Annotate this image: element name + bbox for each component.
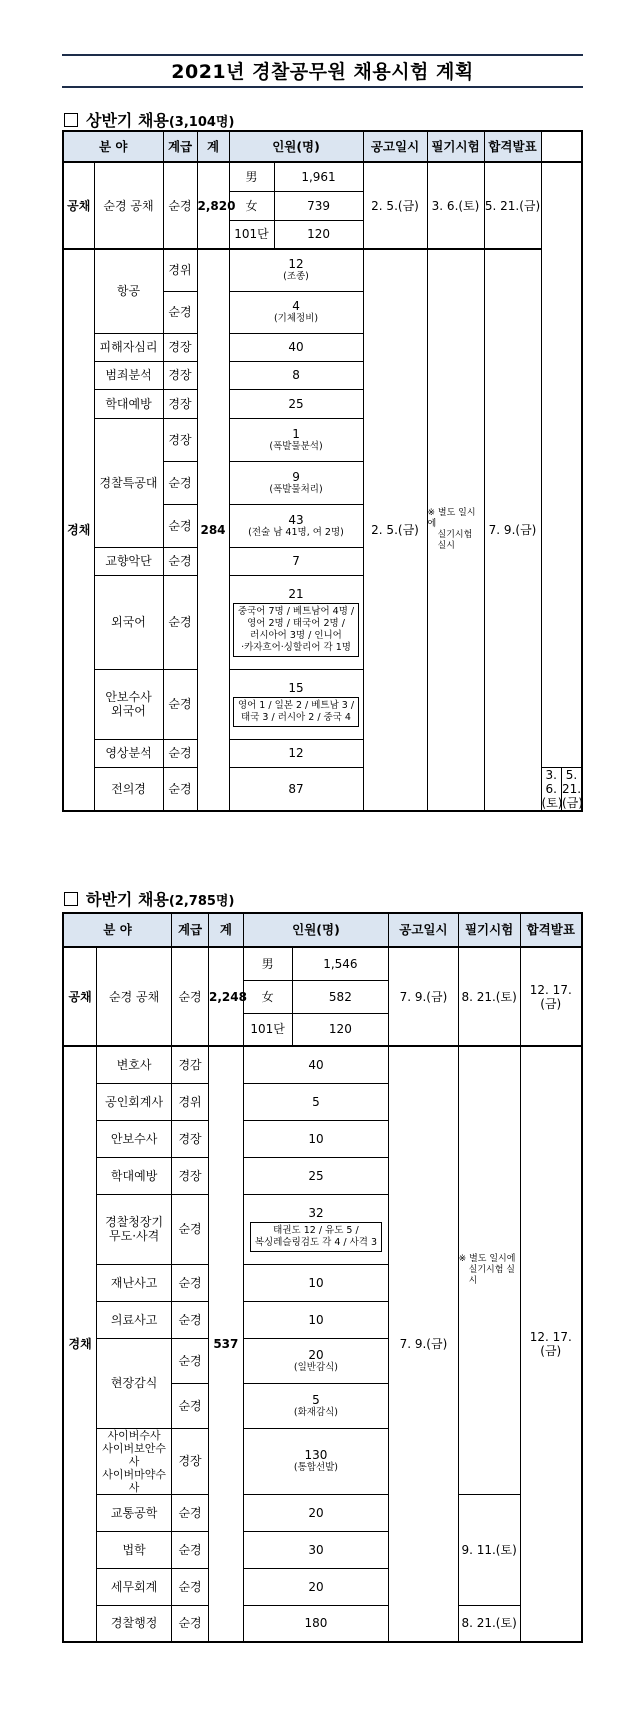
- grade-cell: 경장: [172, 1428, 209, 1494]
- total-cell: 537: [208, 1046, 243, 1642]
- field-cell: 경찰특공대: [94, 418, 163, 547]
- people-cell: 180: [243, 1605, 388, 1642]
- people-cell: 12: [229, 739, 363, 767]
- people-cell: 1 (폭발물분석): [229, 418, 363, 461]
- count-cell: 120: [274, 220, 363, 249]
- grade-cell: 순경: [163, 547, 197, 575]
- field-cell: 재난사고: [97, 1264, 172, 1301]
- table-row: [63, 1605, 582, 1642]
- field-cell: 영상분석: [94, 739, 163, 767]
- grade-cell: 순경: [163, 767, 197, 811]
- grade-cell: 순경: [172, 1194, 209, 1264]
- people-cell: 10: [243, 1264, 388, 1301]
- result-date-cell: 5. 21.(금): [484, 162, 541, 249]
- first-half-table: [62, 130, 583, 812]
- field-cell: 범죄분석: [94, 361, 163, 389]
- grade-cell: 순경: [163, 739, 197, 767]
- notice-date-cell: 7. 9.(금): [389, 1046, 458, 1642]
- section-heading-second: 하반기 채용(2,785명): [64, 887, 234, 910]
- table-header-row: [63, 131, 582, 162]
- people-cell: 9 (폭발물처리): [229, 461, 363, 504]
- count-cell: 739: [274, 191, 363, 220]
- header-grade: 계급: [172, 913, 209, 947]
- people-cell: 130 (통합선발): [243, 1428, 388, 1494]
- field-cell: 의료사고: [97, 1301, 172, 1338]
- header-grade: 계급: [163, 131, 197, 162]
- grade-cell: 경장: [172, 1120, 209, 1157]
- people-cell: 40: [243, 1046, 388, 1083]
- table-header-row: [63, 913, 582, 947]
- grade-cell: 경장: [163, 333, 197, 361]
- people-cell: 5: [243, 1083, 388, 1120]
- result-date-cell: 12. 17.(금): [520, 1046, 582, 1642]
- grade-cell: 순경: [172, 1568, 209, 1605]
- language-breakdown-box: 중국어 7명 / 베트남어 4명 / 영어 2명 / 태국어 2명 / 러시아어 3명 / 인니어 ·카자흐어·싱할리어 각 1명: [233, 603, 359, 657]
- title-rule-top: [62, 54, 583, 56]
- group-cell: 경채: [63, 1046, 97, 1642]
- result-date-cell: 5. 21.(금): [562, 767, 583, 810]
- written-date-cell: 3. 6.(토): [427, 162, 484, 249]
- field-cell: 피해자심리: [94, 333, 163, 361]
- grade-cell: 순경: [172, 1494, 209, 1531]
- second-half-table: [62, 912, 583, 1643]
- grade-cell: 순경: [163, 461, 197, 504]
- field-cell: 공인회계사: [97, 1083, 172, 1120]
- header-total: 계: [197, 131, 229, 162]
- people-cell: 4 (기체정비): [229, 291, 363, 333]
- people-cell: 21 중국어 7명 / 베트남어 4명 / 영어 2명 / 태국어 2명 / 러시아어 3명 / 인니어 ·카자흐어·싱할리어 각 1명: [229, 575, 363, 669]
- grade-cell: 경위: [172, 1083, 209, 1120]
- page-title: 2021년 경찰공무원 채용시험 계획: [171, 61, 474, 83]
- header-result: 합격발표: [520, 913, 582, 947]
- square-bullet-icon: [64, 892, 78, 906]
- field-cell: 외국어: [94, 575, 163, 669]
- people-cell: 7: [229, 547, 363, 575]
- table-row: [63, 947, 582, 980]
- people-cell: 25: [229, 389, 363, 418]
- gender-cell: 女: [229, 191, 274, 220]
- count-cell: 582: [292, 980, 389, 1013]
- grade-cell: 순경: [172, 1531, 209, 1568]
- total-cell: 2,248: [208, 947, 243, 1046]
- result-date-cell: 12. 17.(금): [520, 947, 582, 1046]
- header-people: 인원(명): [243, 913, 388, 947]
- count-cell: 120: [292, 1013, 389, 1046]
- field-cell: 세무회계: [97, 1568, 172, 1605]
- written-date-cell: 8. 21.(토): [458, 1605, 520, 1642]
- field-cell: 사이버수사 사이버보안수사 사이버마약수사: [97, 1428, 172, 1494]
- table-row: [63, 1046, 582, 1083]
- notice-date-cell: 2. 5.(금): [363, 249, 427, 811]
- field-cell: 학대예방: [94, 389, 163, 418]
- header-field: 분 야: [63, 131, 163, 162]
- group-cell: 경채: [63, 249, 94, 811]
- count-cell: 1,546: [292, 947, 389, 980]
- sport-breakdown-box: 태권도 12 / 유도 5 / 복싱레슬링검도 각 4 / 사격 3: [250, 1222, 382, 1252]
- field-cell: 교향악단: [94, 547, 163, 575]
- gender-cell: 女: [243, 980, 292, 1013]
- group-cell: 공채: [63, 947, 97, 1046]
- total-cell: 2,820: [197, 162, 229, 249]
- gender-cell: 男: [243, 947, 292, 980]
- grade-cell: 순경: [172, 947, 209, 1046]
- section-heading-first: 상반기 채용(3,104명): [64, 108, 234, 131]
- notice-date-cell: 2. 5.(금): [363, 162, 427, 249]
- header-written: 필기시험: [458, 913, 520, 947]
- header-notice: 공고일시: [363, 131, 427, 162]
- people-cell: 8: [229, 361, 363, 389]
- people-cell: 43 (전술 남 41명, 여 2명): [229, 504, 363, 547]
- count-cell: 1,961: [274, 162, 363, 191]
- written-date-cell: 9. 11.(토): [458, 1494, 520, 1605]
- grade-cell: 경위: [163, 249, 197, 291]
- result-date-cell: 7. 9.(금): [484, 249, 541, 811]
- header-notice: 공고일시: [389, 913, 458, 947]
- grade-cell: 순경: [163, 575, 197, 669]
- grade-cell: 순경: [172, 1338, 209, 1383]
- field-cell: 경찰행정: [97, 1605, 172, 1642]
- grade-cell: 순경: [172, 1605, 209, 1642]
- grade-cell: 순경: [172, 1383, 209, 1428]
- gender-cell: 101단: [243, 1013, 292, 1046]
- field-cell: 변호사: [97, 1046, 172, 1083]
- table-row: [63, 162, 582, 191]
- field-cell: 학대예방: [97, 1157, 172, 1194]
- people-cell: 10: [243, 1120, 388, 1157]
- people-cell: 12 (조종): [229, 249, 363, 291]
- field-cell: 교통공학: [97, 1494, 172, 1531]
- people-cell: 87: [229, 767, 363, 811]
- grade-cell: 순경: [163, 291, 197, 333]
- written-date-cell: 3. 6.(토): [541, 767, 563, 810]
- title-rule-bottom: [62, 86, 583, 88]
- group-cell: 공채: [63, 162, 94, 249]
- people-cell: 15 영어 1 / 일본 2 / 베트남 3 / 태국 3 / 러시아 2 / 중국 4: [229, 669, 363, 739]
- grade-cell: 경장: [163, 389, 197, 418]
- people-cell: 20: [243, 1494, 388, 1531]
- header-result: 합격발표: [484, 131, 541, 162]
- grade-cell: 경장: [163, 361, 197, 389]
- table-row: [63, 1494, 582, 1531]
- header-written: 필기시험: [427, 131, 484, 162]
- header-total: 계: [208, 913, 243, 947]
- header-people: 인원(명): [229, 131, 363, 162]
- people-cell: 5 (화재감식): [243, 1383, 388, 1428]
- field-cell: 안보수사: [97, 1120, 172, 1157]
- grade-cell: 순경: [172, 1301, 209, 1338]
- people-cell: 30: [243, 1531, 388, 1568]
- people-cell: 20: [243, 1568, 388, 1605]
- written-note-cell: ※ 별도 일시에 실기시험 실시: [458, 1046, 520, 1494]
- grade-cell: 경장: [163, 418, 197, 461]
- field-cell: 경찰청장기 무도·사격: [97, 1194, 172, 1264]
- field-cell: 안보수사 외국어: [94, 669, 163, 739]
- square-bullet-icon: [64, 113, 78, 127]
- people-cell: 32 태권도 12 / 유도 5 / 복싱레슬링검도 각 4 / 사격 3: [243, 1194, 388, 1264]
- field-cell: 법학: [97, 1531, 172, 1568]
- written-note-cell: ※ 별도 일시에 실기시험 실시: [427, 249, 484, 811]
- people-cell: 25: [243, 1157, 388, 1194]
- people-cell: 20 (일반감식): [243, 1338, 388, 1383]
- field-cell: 순경 공채: [94, 162, 163, 249]
- grade-cell: 경장: [172, 1157, 209, 1194]
- people-cell: 10: [243, 1301, 388, 1338]
- field-cell: 항공: [94, 249, 163, 333]
- field-cell: 전의경: [94, 767, 163, 811]
- grade-cell: 순경: [163, 669, 197, 739]
- total-cell: 284: [197, 249, 229, 811]
- table-row: [63, 249, 582, 291]
- gender-cell: 男: [229, 162, 274, 191]
- written-date-cell: 8. 21.(토): [458, 947, 520, 1046]
- grade-cell: 순경: [172, 1264, 209, 1301]
- grade-cell: 경감: [172, 1046, 209, 1083]
- grade-cell: 순경: [163, 504, 197, 547]
- grade-cell: 순경: [163, 162, 197, 249]
- language-breakdown-box: 영어 1 / 일본 2 / 베트남 3 / 태국 3 / 러시아 2 / 중국 4: [233, 697, 359, 727]
- notice-date-cell: 7. 9.(금): [389, 947, 458, 1046]
- field-cell: 현장감식: [97, 1338, 172, 1428]
- field-cell: 순경 공채: [97, 947, 172, 1046]
- gender-cell: 101단: [229, 220, 274, 249]
- header-field: 분 야: [63, 913, 172, 947]
- people-cell: 40: [229, 333, 363, 361]
